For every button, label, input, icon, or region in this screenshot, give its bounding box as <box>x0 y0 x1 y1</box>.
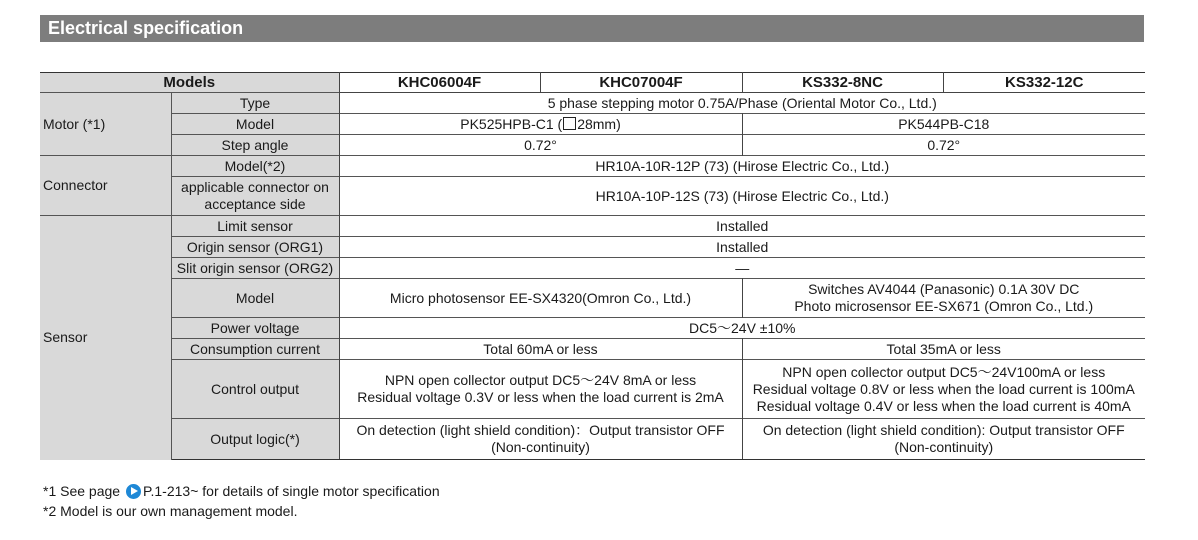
table-header-row <box>40 73 1145 93</box>
sensor-model-left: Micro photosensor EE-SX4320(Omron Co., Ltd.) <box>339 279 742 318</box>
origin-sensor-value: Installed <box>339 237 1145 258</box>
footnote-1-page-link[interactable]: P.1-213~ for details of single motor specification <box>142 483 440 499</box>
control-output-left <box>339 360 742 419</box>
power-voltage-value: DC5～24V ±10% <box>339 318 1145 339</box>
limit-sensor-value: Installed <box>339 216 1145 237</box>
footnote-1-prefix: *1 See page <box>43 483 121 499</box>
control-output-label: Control output <box>171 360 339 419</box>
model-header: KHC07004F <box>540 73 742 93</box>
page-link-play-icon[interactable] <box>126 484 141 499</box>
connector-model-label: Model(*2) <box>171 156 339 177</box>
table-row <box>40 93 1145 114</box>
limit-sensor-label: Limit sensor <box>171 216 339 237</box>
footnote-1 <box>43 481 440 501</box>
table-row <box>40 216 1145 237</box>
control-output-left-line: NPN open collector output DC5～24V 8mA or less <box>384 372 697 388</box>
connector-model-value: HR10A-10R-12P (73) (Hirose Electric Co., Ltd.) <box>339 156 1145 177</box>
model-header: KHC06004F <box>339 73 540 93</box>
table-row <box>40 419 1145 460</box>
motor-group-label: Motor (*1) <box>40 93 171 156</box>
power-voltage-label: Power voltage <box>171 318 339 339</box>
applicable-connector-label: applicable connector on acceptance side <box>171 177 339 216</box>
spec-table <box>40 72 1145 460</box>
table-row <box>40 156 1145 177</box>
footnote-2: *2 Model is our own management model. <box>43 503 298 519</box>
table-row <box>40 135 1145 156</box>
motor-model-label: Model <box>171 114 339 135</box>
models-header: Models <box>40 73 339 93</box>
step-angle-left: 0.72° <box>339 135 742 156</box>
table-row <box>40 360 1145 419</box>
footnotes <box>43 481 440 521</box>
control-output-right-line: Residual voltage 0.8V or less when the load current is 100mA <box>752 380 1135 397</box>
motor-type-label: Type <box>171 93 339 114</box>
origin-sensor-label: Origin sensor (ORG1) <box>171 237 339 258</box>
model-header: KS332-8NC <box>742 73 943 93</box>
sensor-model-label: Model <box>171 279 339 318</box>
motor-type-value: 5 phase stepping motor 0.75A/Phase (Oriental Motor Co., Ltd.) <box>339 93 1145 114</box>
connector-group-label: Connector <box>40 156 171 216</box>
table-row <box>40 114 1145 135</box>
control-output-left-line: Residual voltage 0.3V or less when the load current is 2mA <box>357 389 724 405</box>
control-output-right <box>742 360 1145 419</box>
step-angle-label: Step angle <box>171 135 339 156</box>
section-title-bar <box>40 15 1144 42</box>
table-row <box>40 177 1145 216</box>
section-title: Electrical specification <box>48 18 244 38</box>
motor-model-left-prefix: PK525HPB-C1 ( <box>460 115 563 132</box>
sensor-model-right <box>742 279 1145 318</box>
sensor-model-right-line: Photo microsensor EE-SX671 (Omron Co., Ltd.) <box>794 298 1094 314</box>
square-icon <box>563 117 576 130</box>
table-row <box>40 318 1145 339</box>
control-output-right-line: Residual voltage 0.4V or less when the load current is 40mA <box>756 397 1131 414</box>
table-row <box>40 339 1145 360</box>
applicable-connector-value: HR10A-10P-12S (73) (Hirose Electric Co., Ltd.) <box>339 177 1145 216</box>
motor-model-right: PK544PB-C18 <box>742 114 1145 135</box>
consumption-current-right: Total 35mA or less <box>742 339 1145 360</box>
table-row <box>40 258 1145 279</box>
slit-origin-sensor-value: — <box>339 258 1145 279</box>
step-angle-right: 0.72° <box>742 135 1145 156</box>
model-header: KS332-12C <box>943 73 1145 93</box>
slit-origin-sensor-label: Slit origin sensor (ORG2) <box>171 258 339 279</box>
motor-model-left <box>339 114 742 135</box>
motor-model-left-suffix: 28mm) <box>577 115 621 132</box>
output-logic-left: On detection (light shield condition)：Output transistor OFF (Non-continuity) <box>339 419 742 460</box>
output-logic-label: Output logic(*) <box>171 419 339 460</box>
table-row <box>40 279 1145 318</box>
table-row <box>40 237 1145 258</box>
control-output-right-line: NPN open collector output DC5～24V100mA or less <box>782 363 1106 380</box>
consumption-current-left: Total 60mA or less <box>339 339 742 360</box>
output-logic-right: On detection (light shield condition): Output transistor OFF (Non-continuity) <box>742 419 1145 460</box>
sensor-group-label: Sensor <box>40 216 171 460</box>
sensor-model-right-line: Switches AV4044 (Panasonic) 0.1A 30V DC <box>808 281 1080 297</box>
consumption-current-label: Consumption current <box>171 339 339 360</box>
